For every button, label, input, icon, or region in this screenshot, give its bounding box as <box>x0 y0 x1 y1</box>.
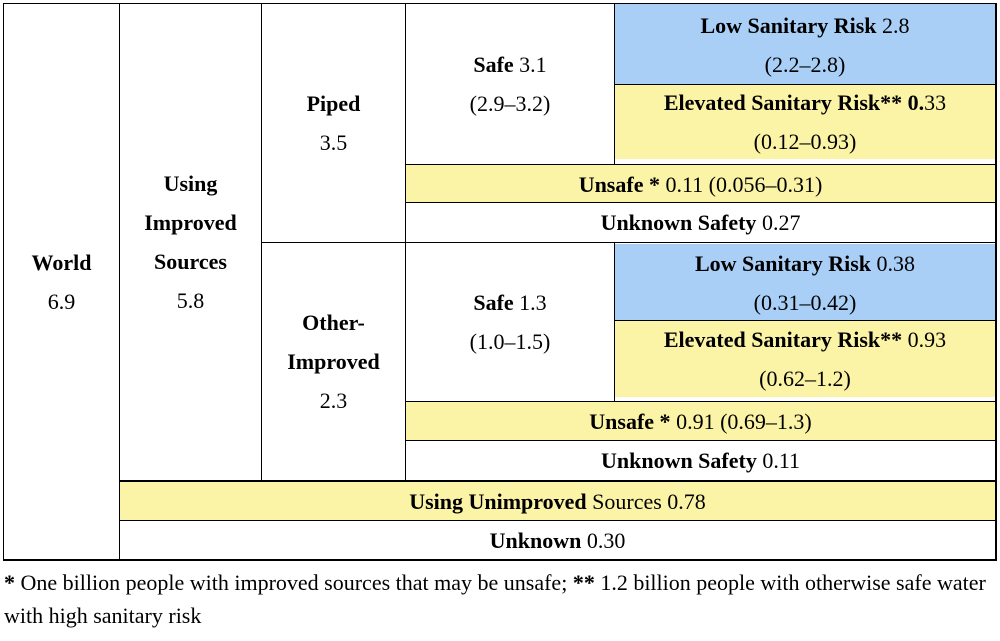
cell-other-unsafe: Unsafe * 0.91 (0.69–1.3) <box>406 402 995 440</box>
cell-world: World 6.9 <box>31 249 92 314</box>
divider-h-low-elev-2 <box>614 320 997 321</box>
border-top <box>3 3 997 4</box>
divider-v-world <box>119 3 120 561</box>
cell-piped-unknown-safety: Unknown Safety 0.27 <box>600 210 801 235</box>
footnote: * One billion people with improved sources that may be unsafe; ** 1.2 billion people with otherwise safe water with high sanitary risk <box>4 570 986 628</box>
cell-unknown: Unknown 0.30 <box>489 527 626 553</box>
divider-h-safe-unsafe-2 <box>405 401 997 402</box>
cell-other-safe: Safe 1.3 (1.0–1.5) <box>469 290 551 354</box>
cell-piped-low-risk: Low Sanitary Risk 2.8 (2.2–2.8) <box>615 4 995 85</box>
cell-other-unknown-safety: Unknown Safety 0.11 <box>600 448 801 473</box>
divider-h-unsafe-unknown-2 <box>405 440 997 441</box>
cell-other-low-risk: Low Sanitary Risk 0.38 (0.31–0.42) <box>615 244 995 321</box>
cell-using-unimproved-sources: Using Unimproved Sources 0.78 <box>120 482 995 520</box>
cell-piped-unsafe: Unsafe * 0.11 (0.056–0.31) <box>406 165 995 203</box>
cell-piped-elevated-risk: Elevated Sanitary Risk** 0.33 (0.12–0.93) <box>615 85 995 159</box>
divider-h-improved-unimproved <box>119 480 997 482</box>
divider-h-unimproved-unknown <box>119 520 997 521</box>
divider-h-safe-unsafe-1 <box>405 164 997 165</box>
border-right <box>995 3 997 561</box>
divider-h-low-elev-1 <box>614 84 997 85</box>
border-bottom <box>3 559 997 561</box>
divider-h-unsafe-unknown-1 <box>405 202 997 203</box>
cell-using-improved-sources: Using Improved Sources 5.8 <box>144 171 237 313</box>
cell-piped: Piped 3.5 <box>306 91 361 155</box>
border-left <box>3 3 4 561</box>
divider-v-safe-bottom <box>614 242 615 402</box>
cell-piped-safe: Safe 3.1 (2.9–3.2) <box>469 52 551 116</box>
cell-other-improved: Other- Improved 2.3 <box>287 310 380 413</box>
cell-other-elevated-risk: Elevated Sanitary Risk** 0.93 (0.62–1.2) <box>615 321 995 397</box>
divider-h-piped-other <box>261 242 997 243</box>
